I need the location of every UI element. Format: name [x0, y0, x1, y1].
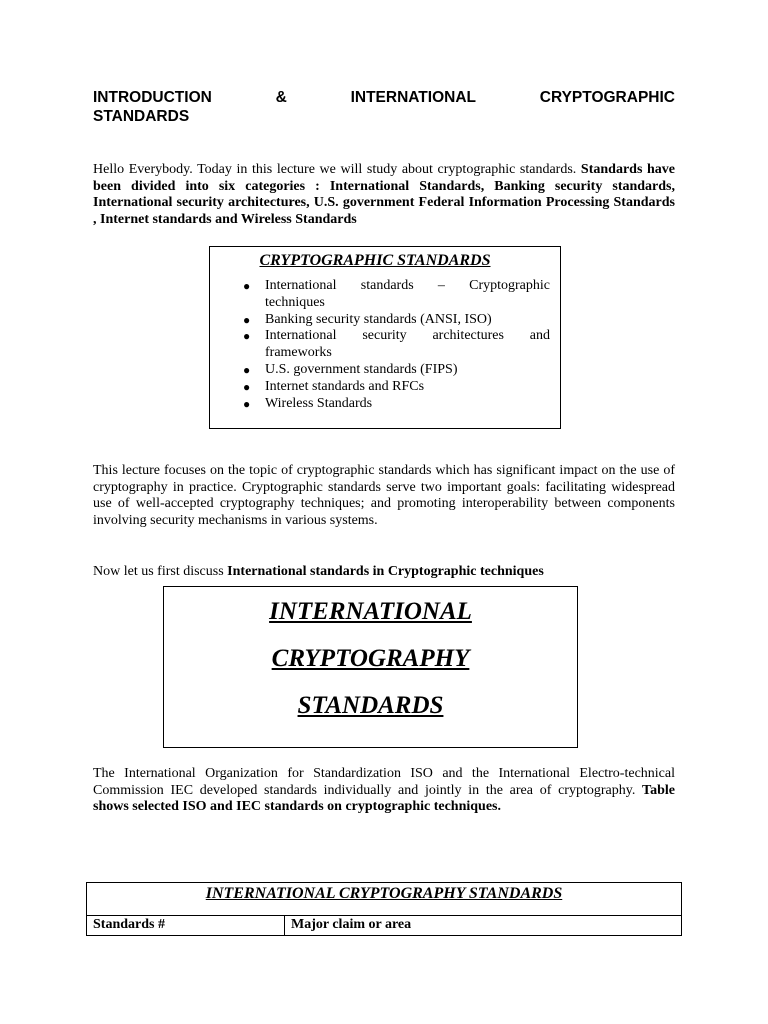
banner-line-2: CRYPTOGRAPHY — [271, 645, 470, 672]
table-header-row — [87, 916, 681, 935]
banner-line-3: STANDARDS — [297, 692, 444, 719]
standards-table — [86, 882, 682, 936]
heading-word-3: INTERNATIONAL — [350, 89, 476, 106]
iso-paragraph — [93, 766, 675, 816]
intro-bold-text: Standards have been divided into six categories : International Standards, Banking security standards, International security architectures, U.S. government Federal Information Processing Standards , Internet standards and Wireless Standards — [93, 162, 676, 227]
bullet-icon: ● — [243, 312, 251, 327]
standards-list — [210, 278, 560, 412]
bullet-icon: ● — [243, 396, 251, 411]
page-heading — [93, 88, 675, 126]
iso-bold-text: Table shows selected ISO and IEC standards on cryptographic techniques. — [93, 782, 675, 815]
list-item — [243, 311, 550, 329]
discuss-bold-text: International standards in Cryptographic techniques — [227, 564, 544, 579]
intro-paragraph — [93, 162, 675, 228]
focus-paragraph: This lecture focuses on the topic of cryptographic standards which has significant impact on the use of cryptography in practice. Cryptographic standards serve two important goals: facilitating widespread use of well-accepted cryptography techniques; and promoting interoperability between components involving security mechanisms in various systems. — [93, 463, 675, 528]
list-item-text: U.S. government standards (FIPS) — [265, 361, 458, 377]
list-item-text: Internet standards and RFCs — [265, 378, 425, 394]
list-item-text: International security architectures and frameworks — [265, 328, 550, 361]
heading-word-4: CRYPTOGRAPHIC — [539, 89, 675, 106]
bullet-icon: ● — [243, 362, 251, 377]
list-item — [243, 395, 550, 413]
list-item — [243, 278, 550, 312]
heading-line-2: STANDARDS — [93, 108, 190, 125]
table-caption: INTERNATIONAL CRYPTOGRAPHY STANDARDS — [87, 883, 681, 916]
heading-word-2: & — [275, 89, 287, 106]
list-item — [243, 361, 550, 379]
bullet-icon: ● — [243, 329, 251, 344]
table-header-standards: Standards # — [87, 916, 285, 935]
standards-box-title: CRYPTOGRAPHIC STANDARDS — [259, 252, 491, 269]
discuss-plain-text: Now let us first discuss — [93, 564, 228, 579]
banner-box — [163, 586, 578, 748]
iso-plain-text: The International Organization for Standardization ISO and the International Electro-technical Commission IEC developed standards individually and jointly in the area of cryptography. — [93, 766, 675, 798]
banner-line-1: INTERNATIONAL — [269, 598, 472, 625]
heading-word-1: INTRODUCTION — [93, 89, 212, 106]
discuss-line — [93, 564, 675, 581]
list-item-text: International standards – Cryptographic techniques — [265, 278, 550, 310]
bullet-icon: ● — [243, 279, 251, 293]
list-item-text: Banking security standards (ANSI, ISO) — [265, 311, 492, 327]
table-header-major-claim: Major claim or area — [291, 917, 412, 932]
standards-box — [209, 246, 561, 429]
list-item — [243, 328, 550, 362]
intro-plain-text: Hello Everybody. Today in this lecture we will study about cryptographic standards. — [93, 162, 581, 177]
list-item-text: Wireless Standards — [265, 395, 373, 411]
list-item — [243, 378, 550, 396]
bullet-icon: ● — [243, 379, 251, 394]
